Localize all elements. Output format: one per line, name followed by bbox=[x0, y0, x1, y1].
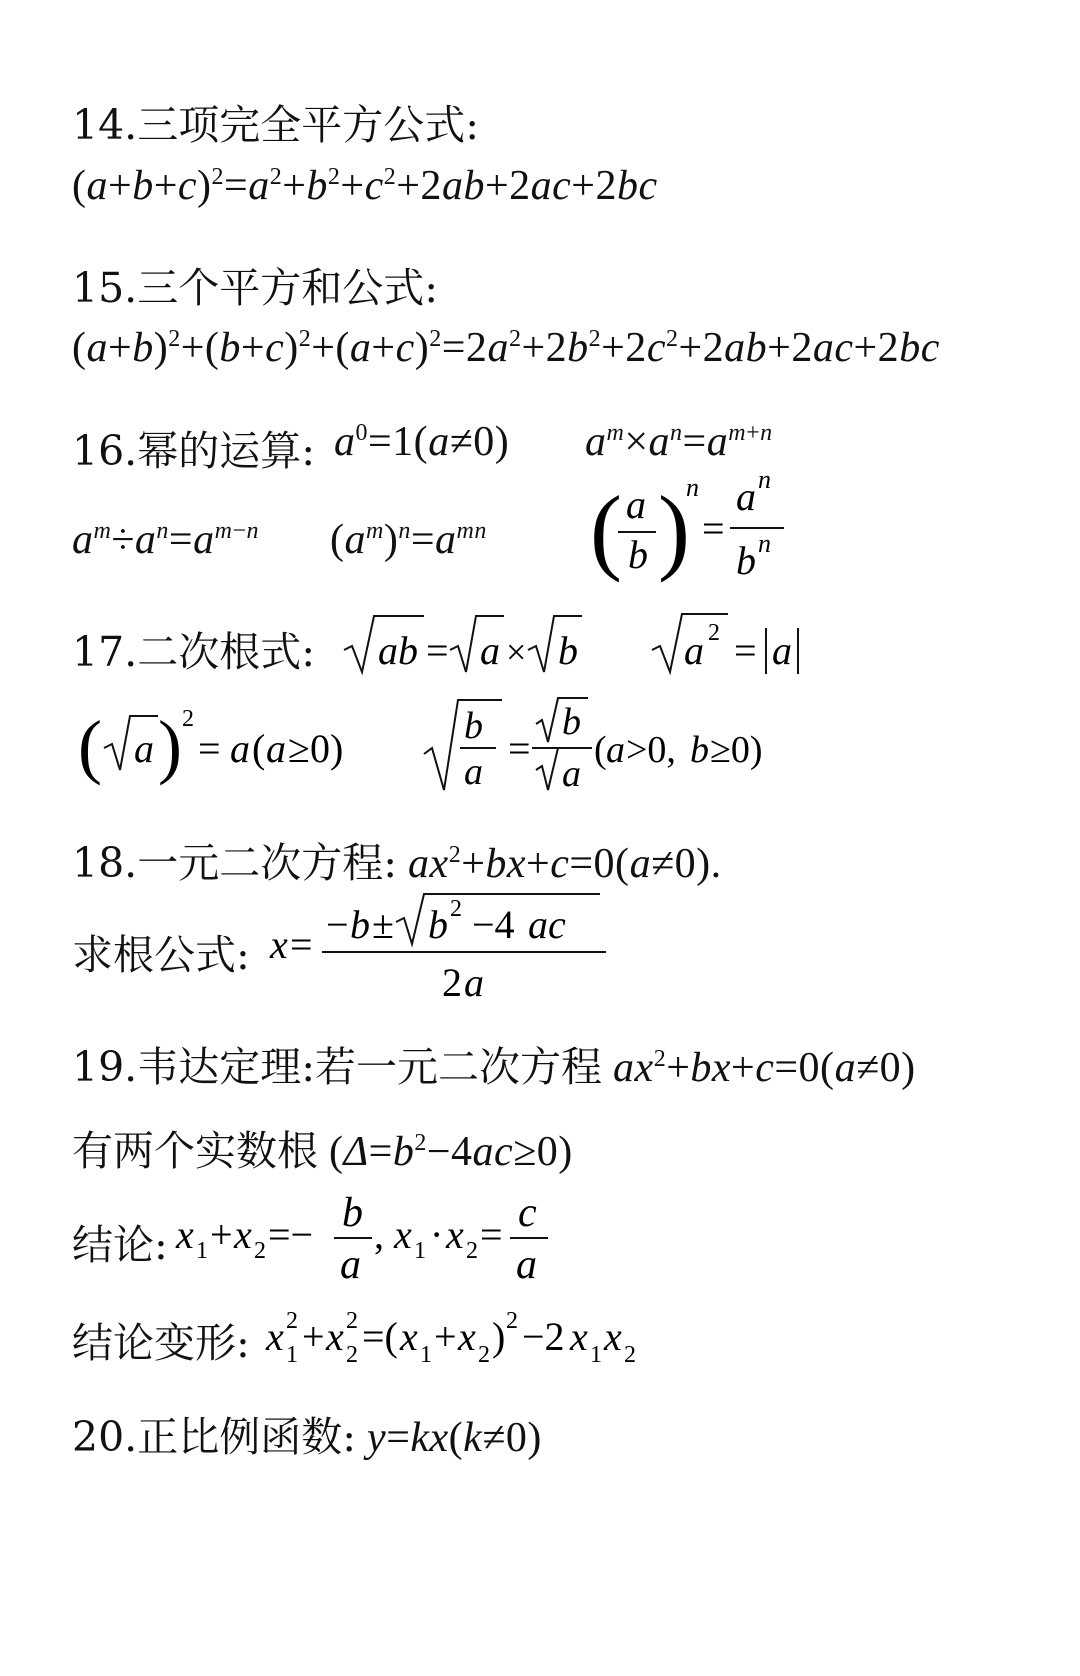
power-quotient-formula: $a^m\div a^n=a^{m-n}$ bbox=[72, 517, 259, 563]
sqrt-square-abs-formula bbox=[648, 606, 818, 678]
svg-text:=: = bbox=[734, 628, 757, 673]
svg-text:a: a bbox=[340, 1242, 361, 1288]
svg-text:2: 2 bbox=[254, 1238, 266, 1264]
vieta-conclusion-formula bbox=[174, 1186, 574, 1290]
svg-text:n: n bbox=[686, 473, 699, 502]
svg-text:a: a bbox=[684, 628, 704, 673]
item-15-formula: $(a+b)^2+(b+c)^2+(a+c)^2=2a^2+2b^2+2c^2+2ab+2ac+2bc$ bbox=[72, 325, 940, 371]
svg-text:=: = bbox=[426, 628, 449, 673]
svg-text:x: x bbox=[176, 1212, 194, 1257]
svg-text:(: ( bbox=[594, 729, 607, 771]
svg-text:x: x bbox=[570, 1314, 588, 1359]
svg-text:x: x bbox=[266, 1314, 284, 1359]
svg-text:x: x bbox=[270, 922, 288, 967]
svg-text:2: 2 bbox=[506, 1308, 518, 1334]
svg-text:x: x bbox=[400, 1314, 418, 1359]
svg-text:≥0): ≥0) bbox=[288, 726, 344, 771]
svg-text:ac: ac bbox=[528, 902, 566, 947]
svg-text:1: 1 bbox=[590, 1342, 602, 1368]
svg-text:≥0): ≥0) bbox=[710, 729, 763, 771]
svg-text:x: x bbox=[458, 1314, 476, 1359]
svg-text:=−: =− bbox=[268, 1212, 314, 1257]
svg-text:a: a bbox=[772, 628, 792, 673]
svg-text:×: × bbox=[506, 632, 527, 672]
svg-text:b: b bbox=[558, 628, 578, 673]
svg-text:1: 1 bbox=[420, 1342, 432, 1368]
svg-text:2: 2 bbox=[346, 1308, 358, 1334]
svg-text:a: a bbox=[606, 729, 625, 771]
svg-text:−: − bbox=[326, 902, 349, 947]
svg-text:n: n bbox=[758, 529, 771, 558]
svg-text:2: 2 bbox=[624, 1342, 636, 1368]
svg-text:=: = bbox=[702, 506, 725, 551]
svg-text:b: b bbox=[628, 532, 648, 577]
svg-text:1: 1 bbox=[286, 1342, 298, 1368]
svg-text:+: + bbox=[210, 1212, 233, 1257]
svg-text:=: = bbox=[480, 1212, 503, 1257]
svg-text:1: 1 bbox=[196, 1238, 208, 1264]
svg-text:b: b bbox=[562, 701, 581, 743]
fraction-power-formula bbox=[590, 470, 800, 590]
svg-text:2: 2 bbox=[478, 1342, 490, 1368]
svg-text:(: ( bbox=[590, 476, 622, 583]
svg-text:2: 2 bbox=[466, 1238, 478, 1264]
svg-text:a: a bbox=[464, 960, 484, 1005]
svg-text:+: + bbox=[434, 1314, 457, 1359]
power-zero-formula: $a^0=1(a\ne 0)$ bbox=[334, 419, 510, 465]
svg-text:c: c bbox=[518, 1190, 537, 1236]
svg-text:±: ± bbox=[372, 902, 394, 947]
svg-text:a: a bbox=[516, 1242, 537, 1288]
svg-text:−2: −2 bbox=[522, 1314, 565, 1359]
svg-text:>0,: >0, bbox=[626, 729, 676, 771]
svg-text:n: n bbox=[758, 470, 771, 494]
item-19-condition: 有两个实数根 $(\Delta=b^2-4ac\ge 0)$ bbox=[72, 1127, 573, 1175]
svg-text:=: = bbox=[198, 726, 221, 771]
sqrt-quotient-formula bbox=[420, 690, 800, 800]
item-15-heading: 15.三个平方和公式: bbox=[72, 264, 439, 312]
svg-text:b: b bbox=[428, 902, 448, 947]
svg-text:x: x bbox=[326, 1314, 344, 1359]
svg-text:x: x bbox=[446, 1212, 464, 1257]
svg-text:2: 2 bbox=[286, 1308, 298, 1334]
svg-text:a: a bbox=[134, 726, 154, 771]
svg-text:(: ( bbox=[78, 706, 102, 786]
quadratic-root-formula bbox=[268, 888, 618, 1008]
sqrt-squared-formula bbox=[78, 700, 378, 790]
power-product-formula: $a^m\times a^n=a^{m+n}$ bbox=[585, 419, 773, 465]
svg-text:ab: ab bbox=[378, 628, 418, 673]
svg-text:a: a bbox=[464, 751, 483, 793]
svg-text:−4: −4 bbox=[472, 902, 515, 947]
item-20-heading: 20.正比例函数: y=kx(k≠0) bbox=[72, 1413, 542, 1461]
svg-text:a: a bbox=[626, 482, 646, 527]
item-14-heading: 14.三项完全平方公式: bbox=[72, 101, 480, 149]
item-19-variant-label: 结论变形: bbox=[72, 1319, 250, 1367]
svg-text:x: x bbox=[394, 1212, 412, 1257]
svg-text:a: a bbox=[230, 726, 250, 771]
svg-text:=: = bbox=[508, 726, 531, 771]
svg-text:=(: =( bbox=[362, 1314, 398, 1359]
item-14-formula: $(a+b+c)^2=a^2+b^2+c^2+2ab+2ac+2bc$ bbox=[72, 163, 658, 209]
svg-text:2: 2 bbox=[450, 896, 462, 922]
svg-text:b: b bbox=[464, 705, 483, 747]
svg-text:1: 1 bbox=[414, 1238, 426, 1264]
svg-text:a: a bbox=[736, 474, 756, 519]
vieta-variant-formula bbox=[264, 1298, 704, 1378]
item-19-heading: 19.韦达定理:若一元二次方程 $ax^2+bx+c=0(a\ne 0)$ bbox=[72, 1043, 916, 1091]
svg-text:·: · bbox=[430, 1212, 444, 1257]
svg-text:): ) bbox=[492, 1314, 506, 1359]
svg-text:): ) bbox=[658, 476, 690, 583]
svg-text:2: 2 bbox=[442, 960, 462, 1005]
svg-text:2: 2 bbox=[182, 706, 194, 732]
item-18-heading: 18.一元二次方程: $ax^2+bx+c=0(a\ne 0)$. bbox=[72, 839, 722, 887]
item-17-heading: 17.二次根式: bbox=[72, 628, 316, 676]
svg-text:b: b bbox=[690, 729, 709, 771]
svg-text:b: b bbox=[736, 538, 756, 583]
svg-text:x: x bbox=[234, 1212, 252, 1257]
item-16-heading: 16.幂的运算: bbox=[72, 427, 316, 475]
svg-text:2: 2 bbox=[708, 620, 720, 646]
svg-text:b: b bbox=[350, 902, 370, 947]
item-18-subheading: 求根公式: bbox=[72, 931, 250, 979]
item-19-conclusion-label: 结论: bbox=[72, 1221, 168, 1269]
svg-text:+: + bbox=[302, 1314, 325, 1359]
svg-text:=: = bbox=[290, 922, 313, 967]
svg-text:,: , bbox=[374, 1212, 384, 1257]
svg-text:a: a bbox=[480, 628, 500, 673]
svg-text:2: 2 bbox=[346, 1342, 358, 1368]
svg-text:x: x bbox=[604, 1314, 622, 1359]
svg-text:a: a bbox=[266, 726, 286, 771]
svg-text:a: a bbox=[562, 753, 581, 795]
sqrt-product-formula bbox=[340, 610, 600, 680]
svg-text:b: b bbox=[342, 1190, 363, 1236]
svg-text:(: ( bbox=[252, 726, 266, 771]
power-of-power-formula: $(a^m)^n=a^{mn}$ bbox=[330, 517, 487, 563]
svg-text:): ) bbox=[158, 706, 182, 786]
